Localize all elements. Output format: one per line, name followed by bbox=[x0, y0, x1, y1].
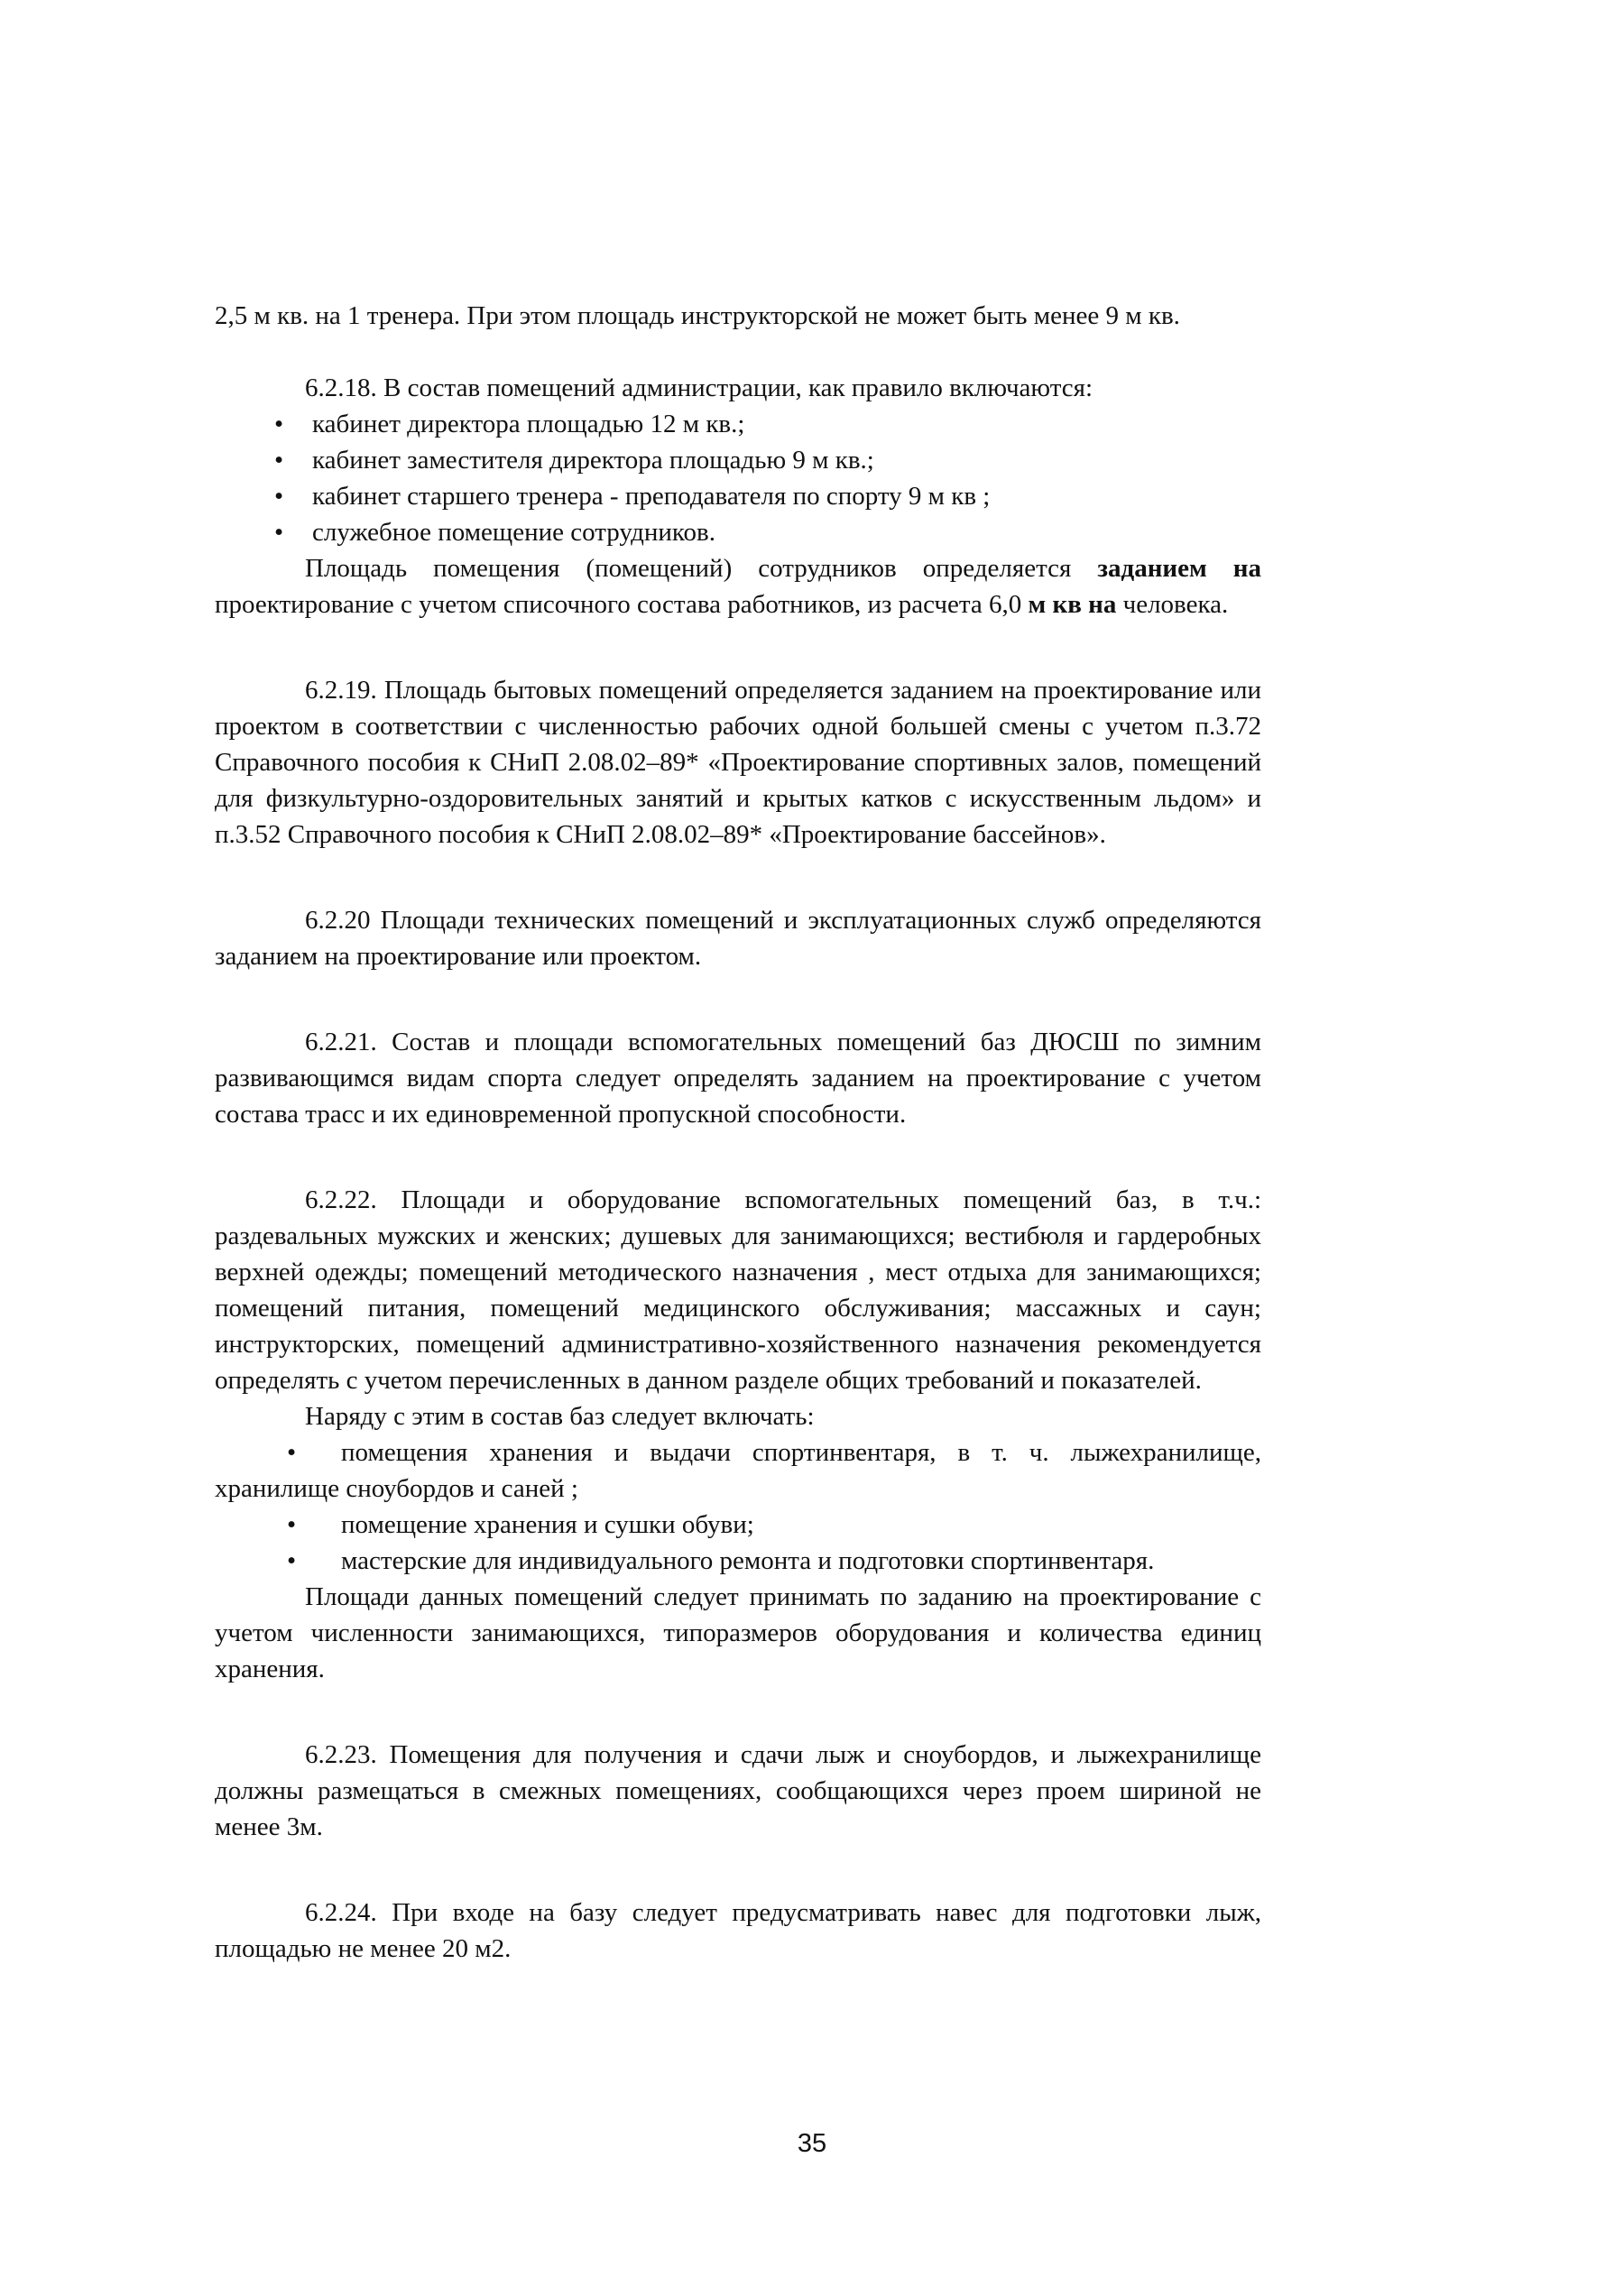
section-6-2-19: 6.2.19. Площадь бытовых помещений определяется заданием на проектирование или проектом в соответствии с численностью рабочих одной большей смены с учетом п.3.72 Справочного пособия к СНиП 2.08.02–89* «Проектирование спортивных залов, помещений для физкультурно-оздоровительных занятий и крытых катков с искусственным льдом» и п.3.52 Справочного пособия к СНиП 2.08.02–89* «Проектирование бассейнов». bbox=[215, 676, 1261, 849]
list-item: • кабинет директора площадью 12 м кв.; bbox=[274, 406, 1261, 442]
document-body bbox=[215, 298, 1261, 1967]
page-number: 35 bbox=[797, 2129, 827, 2158]
list-item bbox=[215, 1507, 1261, 1543]
list-item: • кабинет заместителя директора площадью 9 м кв.; bbox=[274, 442, 1261, 478]
list-item-text: мастерские для индивидуального ремонта и подготовки спортинвентаря. bbox=[341, 1546, 1155, 1575]
note-bold-text: заданием на bbox=[1097, 554, 1262, 583]
bullet-icon: • bbox=[287, 1546, 297, 1575]
note-bold-text: м кв на bbox=[1028, 590, 1117, 619]
list-item-text: помещения хранения и выдачи спортинвентаря, в т. ч. лыжехранилище, хранилище сноубордов и саней ; bbox=[215, 1438, 1261, 1503]
list-item: • кабинет старшего тренера - преподавателя по спорту 9 м кв ; bbox=[274, 478, 1261, 514]
section-6-2-20: 6.2.20 Площади технических помещений и эксплуатационных служб определяются заданием на проектирование или проектом. bbox=[215, 906, 1261, 971]
section-6-2-23: 6.2.23. Помещения для получения и сдачи лыж и сноубордов, и лыжехранилище должны размещаться в смежных помещениях, сообщающихся через проем шириной не менее 3м. bbox=[215, 1740, 1261, 1841]
section-6-2-22-intro: Наряду с этим в состав баз следует включать: bbox=[305, 1402, 815, 1431]
bullet-icon: • bbox=[287, 1438, 297, 1467]
note-text: проектирование с учетом списочного состава работников, из расчета 6,0 bbox=[215, 590, 1029, 619]
continuation-paragraph: 2,5 м кв. на 1 тренера. При этом площадь инструкторской не может быть менее 9 м кв. bbox=[215, 301, 1180, 330]
list-item: • служебное помещение сотрудников. bbox=[274, 514, 1261, 550]
list-item-text: помещение хранения и сушки обуви; bbox=[341, 1510, 754, 1539]
note-text: Площадь помещения (помещений) сотрудников определяется bbox=[305, 554, 1098, 583]
list-item bbox=[215, 1434, 1261, 1507]
section-6-2-22: 6.2.22. Площади и оборудование вспомогательных помещений баз, в т.ч.: раздевальных мужских и женских; душевых для занимающихся; вестибюля и гардеробных верхней одежды; помещений методического назначения , мест отдыха для занимающихся; помещений питания, помещений медицинского обслуживания; массажных и саун; инструкторских, помещений административно-хозяйственного назначения рекомендуется определять с учетом перечисленных в данном разделе общих требований и показателей. bbox=[215, 1185, 1261, 1395]
bullet-icon: • bbox=[287, 1510, 297, 1539]
section-6-2-18-list bbox=[215, 406, 1261, 550]
list-item bbox=[215, 1543, 1261, 1579]
section-6-2-22-note: Площади данных помещений следует принимать по заданию на проектирование с учетом численности занимающихся, типоразмеров оборудования и количества единиц хранения. bbox=[215, 1582, 1261, 1683]
section-6-2-18-heading: 6.2.18. В состав помещений администрации, как правило включаются: bbox=[305, 373, 1093, 402]
section-6-2-18-note bbox=[215, 550, 1261, 622]
note-text: человека. bbox=[1116, 590, 1229, 619]
section-6-2-21: 6.2.21. Состав и площади вспомогательных помещений баз ДЮСШ по зимним развивающимся видам спорта следует определять заданием на проектирование с учетом состава трасс и их единовременной пропускной способности. bbox=[215, 1028, 1261, 1129]
section-6-2-24: 6.2.24. При входе на базу следует предусматривать навес для подготовки лыж, площадью не менее 20 м2. bbox=[215, 1898, 1261, 1963]
